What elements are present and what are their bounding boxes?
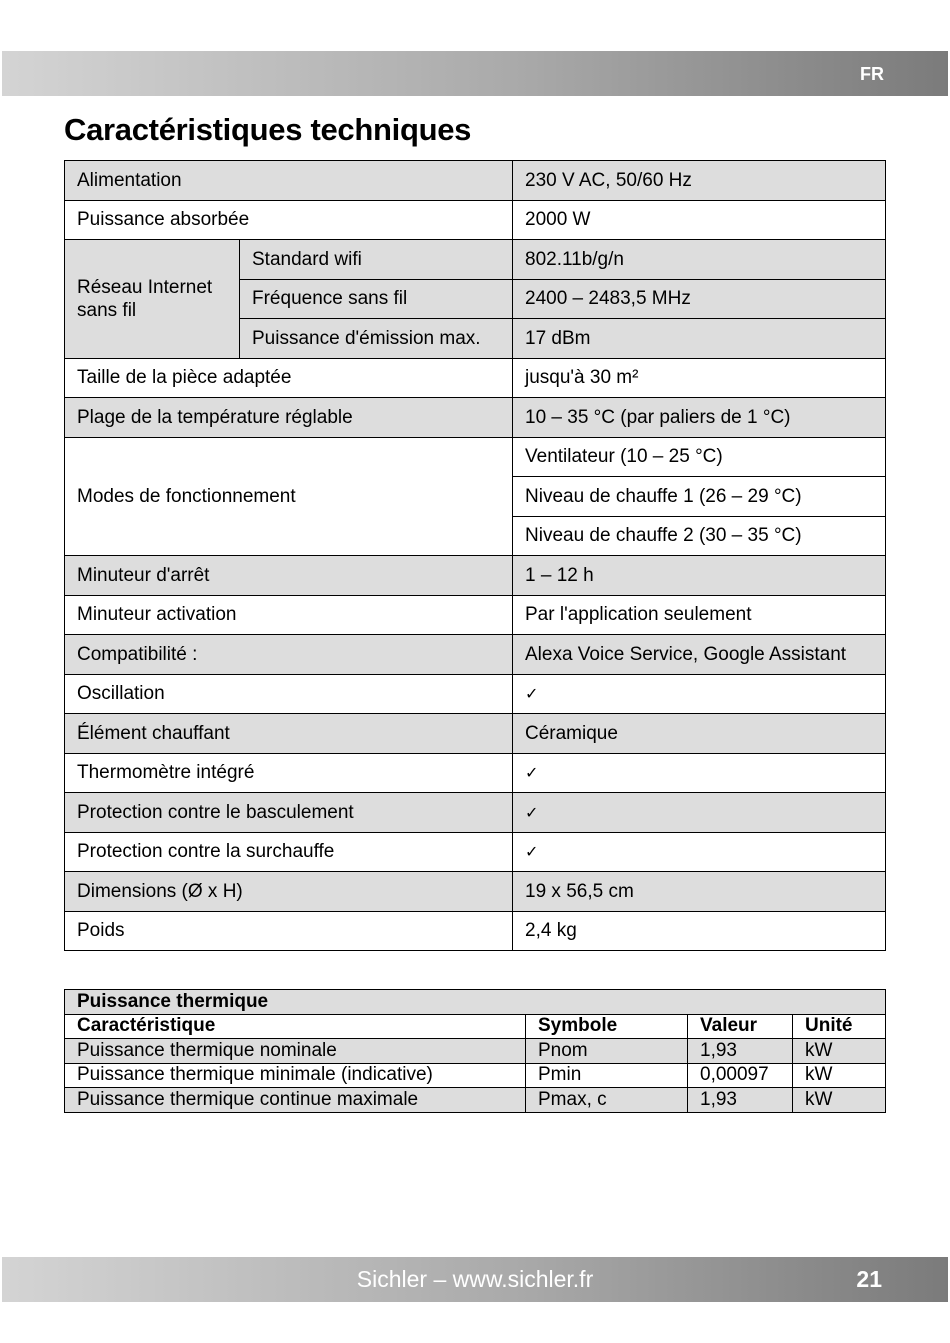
checkmark-icon: ✓ <box>525 684 539 704</box>
column-header: Caractéristique <box>65 1014 526 1039</box>
column-header: Symbole <box>526 1014 688 1039</box>
table-row <box>65 1063 886 1088</box>
table-cell: Puissance thermique minimale (indicative) <box>65 1063 526 1088</box>
table-row <box>65 556 886 596</box>
spec-label: Protection contre le basculement <box>65 793 513 833</box>
spec-sublabel: Fréquence sans fil <box>240 279 513 319</box>
spec-label: Protection contre la surchauffe <box>65 832 513 872</box>
spec-label: Modes de fonctionnement <box>65 437 513 556</box>
spec-label: Taille de la pièce adaptée <box>65 358 513 398</box>
spec-label: Élément chauffant <box>65 714 513 754</box>
spec-sublabel: Standard wifi <box>240 240 513 280</box>
table-cell: kW <box>793 1039 886 1064</box>
spec-value-check <box>513 674 886 714</box>
spec-sublabel: Puissance d'émission max. <box>240 319 513 359</box>
spec-value: 230 V AC, 50/60 Hz <box>513 161 886 201</box>
spec-label: Puissance absorbée <box>65 200 513 240</box>
thermal-power-table <box>64 989 886 1113</box>
table-row <box>65 358 886 398</box>
header-bar <box>2 51 948 96</box>
thermal-table-title: Puissance thermique <box>65 990 886 1015</box>
table-row <box>65 161 886 201</box>
page-number: 21 <box>856 1266 882 1292</box>
table-cell: 0,00097 <box>688 1063 793 1088</box>
spec-value: 1 – 12 h <box>513 556 886 596</box>
table-row <box>65 911 886 951</box>
spec-value: 2400 – 2483,5 MHz <box>513 279 886 319</box>
spec-label: Dimensions (Ø x H) <box>65 872 513 912</box>
spec-value-check <box>513 832 886 872</box>
spec-value: Ventilateur (10 – 25 °C) <box>513 437 886 477</box>
table-cell: Pmax, c <box>526 1088 688 1113</box>
table-header-row <box>65 1014 886 1039</box>
table-cell: Puissance thermique nominale <box>65 1039 526 1064</box>
table-cell: Pnom <box>526 1039 688 1064</box>
column-header: Valeur <box>688 1014 793 1039</box>
footer-bar <box>2 1257 948 1302</box>
spec-label: Poids <box>65 911 513 951</box>
spec-value: Niveau de chauffe 1 (26 – 29 °C) <box>513 477 886 517</box>
footer-text: Sichler – www.sichler.fr <box>356 1266 594 1292</box>
table-row <box>65 832 886 872</box>
spec-label: Minuteur activation <box>65 595 513 635</box>
table-row <box>65 240 886 280</box>
page-title: Caractéristiques techniques <box>64 112 472 147</box>
language-label: FR <box>860 64 884 84</box>
spec-value: 802.11b/g/n <box>513 240 886 280</box>
spec-label: Thermomètre intégré <box>65 753 513 793</box>
table-row <box>65 753 886 793</box>
checkmark-icon: ✓ <box>525 763 539 783</box>
spec-value-check <box>513 753 886 793</box>
table-cell: kW <box>793 1088 886 1113</box>
spec-value: Niveau de chauffe 2 (30 – 35 °C) <box>513 516 886 556</box>
spec-label: Oscillation <box>65 674 513 714</box>
spec-value: 17 dBm <box>513 319 886 359</box>
table-row <box>65 200 886 240</box>
checkmark-icon: ✓ <box>525 802 539 822</box>
spec-value: 2,4 kg <box>513 911 886 951</box>
spec-value: 2000 W <box>513 200 886 240</box>
table-cell: 1,93 <box>688 1088 793 1113</box>
table-row <box>65 872 886 912</box>
table-row <box>65 635 886 675</box>
spec-value: Céramique <box>513 714 886 754</box>
table-row <box>65 1039 886 1064</box>
table-row <box>65 595 886 635</box>
spec-value-check <box>513 793 886 833</box>
column-header: Unité <box>793 1014 886 1039</box>
spec-label: Réseau Internet sans fil <box>65 240 240 359</box>
spec-value: 10 – 35 °C (par paliers de 1 °C) <box>513 398 886 438</box>
spec-value: 19 x 56,5 cm <box>513 872 886 912</box>
table-row <box>65 437 886 477</box>
specs-table <box>64 160 886 951</box>
table-row <box>65 1088 886 1113</box>
table-cell: Pmin <box>526 1063 688 1088</box>
table-title-row <box>65 990 886 1015</box>
spec-label: Plage de la température réglable <box>65 398 513 438</box>
spec-label: Minuteur d'arrêt <box>65 556 513 596</box>
table-row <box>65 793 886 833</box>
table-cell: kW <box>793 1063 886 1088</box>
spec-label: Compatibilité : <box>65 635 513 675</box>
table-row <box>65 714 886 754</box>
spec-value: Par l'application seulement <box>513 595 886 635</box>
spec-value: Alexa Voice Service, Google Assistant <box>513 635 886 675</box>
spec-value: jusqu'à 30 m² <box>513 358 886 398</box>
table-cell: Puissance thermique continue maximale <box>65 1088 526 1113</box>
table-row <box>65 398 886 438</box>
table-row <box>65 674 886 714</box>
checkmark-icon: ✓ <box>525 842 539 862</box>
table-cell: 1,93 <box>688 1039 793 1064</box>
spec-label: Alimentation <box>65 161 513 201</box>
